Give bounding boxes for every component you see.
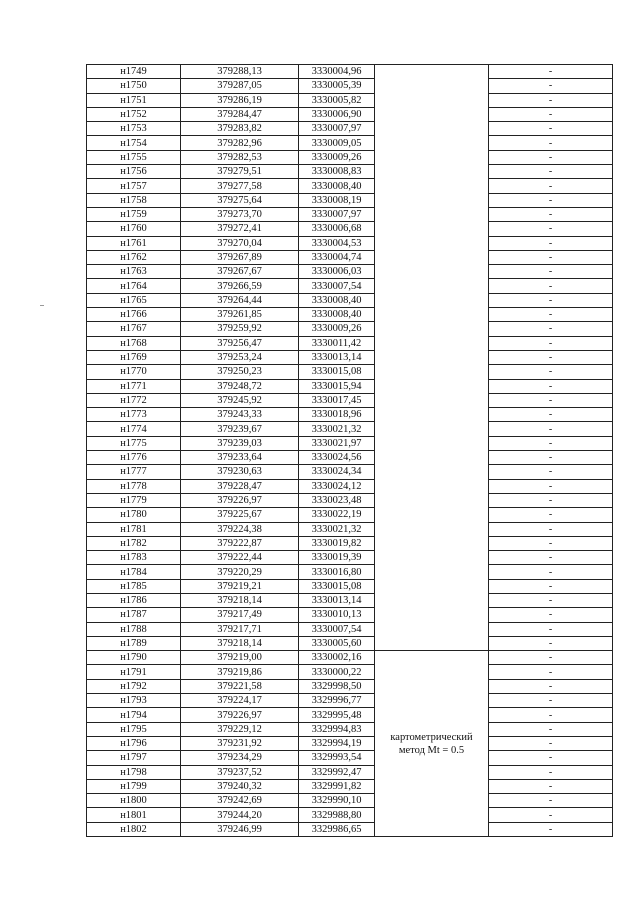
x-coordinate-cell: 379244,20 (181, 808, 299, 822)
x-coordinate-cell: 379221,58 (181, 679, 299, 693)
x-coordinate-cell: 379226,97 (181, 708, 299, 722)
table-row (87, 193, 613, 207)
table-row (87, 393, 613, 407)
x-coordinate-cell: 379237,52 (181, 765, 299, 779)
table-row (87, 293, 613, 307)
error-cell: - (489, 479, 613, 493)
error-cell: - (489, 579, 613, 593)
table-row (87, 622, 613, 636)
error-cell: - (489, 465, 613, 479)
y-coordinate-cell: 3330006,90 (299, 107, 375, 121)
x-coordinate-cell: 379270,04 (181, 236, 299, 250)
x-coordinate-cell: 379282,96 (181, 136, 299, 150)
y-coordinate-cell: 3330009,26 (299, 150, 375, 164)
point-id-cell: н1794 (87, 708, 181, 722)
error-cell: - (489, 379, 613, 393)
y-coordinate-cell: 3330006,03 (299, 265, 375, 279)
table-row (87, 308, 613, 322)
x-coordinate-cell: 379273,70 (181, 207, 299, 221)
error-cell: - (489, 79, 613, 93)
point-id-cell: н1775 (87, 436, 181, 450)
y-coordinate-cell: 3330007,54 (299, 622, 375, 636)
point-id-cell: н1757 (87, 179, 181, 193)
x-coordinate-cell: 379218,14 (181, 593, 299, 607)
x-coordinate-cell: 379217,49 (181, 608, 299, 622)
y-coordinate-cell: 3330009,26 (299, 322, 375, 336)
x-coordinate-cell: 379267,89 (181, 250, 299, 264)
point-id-cell: н1764 (87, 279, 181, 293)
y-coordinate-cell: 3329992,47 (299, 765, 375, 779)
point-id-cell: н1767 (87, 322, 181, 336)
table-row (87, 408, 613, 422)
error-cell: - (489, 365, 613, 379)
error-cell: - (489, 422, 613, 436)
error-cell: - (489, 107, 613, 121)
table-row (87, 65, 613, 79)
table-row (87, 179, 613, 193)
error-cell: - (489, 665, 613, 679)
y-coordinate-cell: 3330004,53 (299, 236, 375, 250)
point-id-cell: н1760 (87, 222, 181, 236)
error-cell: - (489, 736, 613, 750)
y-coordinate-cell: 3330017,45 (299, 393, 375, 407)
point-id-cell: н1749 (87, 65, 181, 79)
x-coordinate-cell: 379218,14 (181, 636, 299, 650)
error-cell: - (489, 708, 613, 722)
x-coordinate-cell: 379230,63 (181, 465, 299, 479)
error-cell: - (489, 179, 613, 193)
table-row (87, 651, 613, 665)
x-coordinate-cell: 379242,69 (181, 794, 299, 808)
error-cell: - (489, 65, 613, 79)
y-coordinate-cell: 3330021,97 (299, 436, 375, 450)
method-cell-top (375, 65, 489, 651)
y-coordinate-cell: 3330019,39 (299, 551, 375, 565)
x-coordinate-cell: 379282,53 (181, 150, 299, 164)
error-cell: - (489, 265, 613, 279)
error-cell: - (489, 408, 613, 422)
table-row (87, 508, 613, 522)
table-row (87, 336, 613, 350)
y-coordinate-cell: 3330007,97 (299, 207, 375, 221)
error-cell: - (489, 165, 613, 179)
y-coordinate-cell: 3330024,12 (299, 479, 375, 493)
x-coordinate-cell: 379243,33 (181, 408, 299, 422)
table-row (87, 165, 613, 179)
y-coordinate-cell: 3330004,74 (299, 250, 375, 264)
point-id-cell: н1759 (87, 207, 181, 221)
x-coordinate-cell: 379245,92 (181, 393, 299, 407)
error-cell: - (489, 536, 613, 550)
table-row (87, 808, 613, 822)
x-coordinate-cell: 379219,00 (181, 651, 299, 665)
y-coordinate-cell: 3330015,08 (299, 365, 375, 379)
point-id-cell: н1766 (87, 308, 181, 322)
point-id-cell: н1789 (87, 636, 181, 650)
error-cell: - (489, 694, 613, 708)
y-coordinate-cell: 3329986,65 (299, 822, 375, 836)
x-coordinate-cell: 379239,67 (181, 422, 299, 436)
point-id-cell: н1783 (87, 551, 181, 565)
error-cell: - (489, 808, 613, 822)
table-row (87, 679, 613, 693)
table-row (87, 736, 613, 750)
x-coordinate-cell: 379279,51 (181, 165, 299, 179)
table-row (87, 279, 613, 293)
error-cell: - (489, 393, 613, 407)
error-cell: - (489, 350, 613, 364)
point-id-cell: н1780 (87, 508, 181, 522)
x-coordinate-cell: 379256,47 (181, 336, 299, 350)
error-cell: - (489, 236, 613, 250)
x-coordinate-cell: 379250,23 (181, 365, 299, 379)
table-row (87, 794, 613, 808)
y-coordinate-cell: 3329988,80 (299, 808, 375, 822)
point-id-cell: н1755 (87, 150, 181, 164)
point-id-cell: н1801 (87, 808, 181, 822)
table-row (87, 565, 613, 579)
point-id-cell: н1797 (87, 751, 181, 765)
point-id-cell: н1750 (87, 79, 181, 93)
point-id-cell: н1762 (87, 250, 181, 264)
y-coordinate-cell: 3329995,48 (299, 708, 375, 722)
error-cell: - (489, 651, 613, 665)
x-coordinate-cell: 379288,13 (181, 65, 299, 79)
x-coordinate-cell: 379272,41 (181, 222, 299, 236)
point-id-cell: н1799 (87, 779, 181, 793)
table-row (87, 93, 613, 107)
error-cell: - (489, 608, 613, 622)
error-cell: - (489, 93, 613, 107)
error-cell: - (489, 493, 613, 507)
x-coordinate-cell: 379275,64 (181, 193, 299, 207)
point-id-cell: н1756 (87, 165, 181, 179)
error-cell: - (489, 308, 613, 322)
point-id-cell: н1765 (87, 293, 181, 307)
table-row (87, 593, 613, 607)
x-coordinate-cell: 379283,82 (181, 122, 299, 136)
point-id-cell: н1800 (87, 794, 181, 808)
y-coordinate-cell: 3330007,97 (299, 122, 375, 136)
y-coordinate-cell: 3330021,32 (299, 422, 375, 436)
table-row (87, 436, 613, 450)
x-coordinate-cell: 379233,64 (181, 451, 299, 465)
table-row (87, 322, 613, 336)
table-row (87, 608, 613, 622)
y-coordinate-cell: 3330021,32 (299, 522, 375, 536)
table-row (87, 694, 613, 708)
point-id-cell: н1754 (87, 136, 181, 150)
x-coordinate-cell: 379222,44 (181, 551, 299, 565)
y-coordinate-cell: 3329996,77 (299, 694, 375, 708)
error-cell: - (489, 779, 613, 793)
y-coordinate-cell: 3330006,68 (299, 222, 375, 236)
error-cell: - (489, 451, 613, 465)
y-coordinate-cell: 3329990,10 (299, 794, 375, 808)
error-cell: - (489, 722, 613, 736)
y-coordinate-cell: 3330004,96 (299, 65, 375, 79)
point-id-cell: н1758 (87, 193, 181, 207)
point-id-cell: н1784 (87, 565, 181, 579)
method-name: картометрический (390, 731, 473, 743)
point-id-cell: н1791 (87, 665, 181, 679)
y-coordinate-cell: 3330018,96 (299, 408, 375, 422)
table-row (87, 465, 613, 479)
point-id-cell: н1763 (87, 265, 181, 279)
x-coordinate-cell: 379287,05 (181, 79, 299, 93)
table-row (87, 551, 613, 565)
x-coordinate-cell: 379277,58 (181, 179, 299, 193)
y-coordinate-cell: 3330024,56 (299, 451, 375, 465)
x-coordinate-cell: 379240,32 (181, 779, 299, 793)
x-coordinate-cell: 379259,92 (181, 322, 299, 336)
x-coordinate-cell: 379228,47 (181, 479, 299, 493)
point-id-cell: н1773 (87, 408, 181, 422)
point-id-cell: н1770 (87, 365, 181, 379)
point-id-cell: н1795 (87, 722, 181, 736)
y-coordinate-cell: 3330009,05 (299, 136, 375, 150)
x-coordinate-cell: 379264,44 (181, 293, 299, 307)
y-coordinate-cell: 3330011,42 (299, 336, 375, 350)
y-coordinate-cell: 3329998,50 (299, 679, 375, 693)
table-row (87, 379, 613, 393)
x-coordinate-cell: 379226,97 (181, 493, 299, 507)
point-id-cell: н1782 (87, 536, 181, 550)
point-id-cell: н1793 (87, 694, 181, 708)
point-id-cell: н1787 (87, 608, 181, 622)
table-row (87, 722, 613, 736)
x-coordinate-cell: 379220,29 (181, 565, 299, 579)
x-coordinate-cell: 379217,71 (181, 622, 299, 636)
x-coordinate-cell: 379239,03 (181, 436, 299, 450)
table-row (87, 136, 613, 150)
point-id-cell: н1802 (87, 822, 181, 836)
x-coordinate-cell: 379224,38 (181, 522, 299, 536)
error-cell: - (489, 136, 613, 150)
point-id-cell: н1776 (87, 451, 181, 465)
method-cell-bottom (375, 651, 489, 837)
error-cell: - (489, 250, 613, 264)
error-cell: - (489, 508, 613, 522)
point-id-cell: н1781 (87, 522, 181, 536)
table-row (87, 822, 613, 836)
y-coordinate-cell: 3330008,19 (299, 193, 375, 207)
table-row (87, 708, 613, 722)
table-row (87, 350, 613, 364)
table-row (87, 665, 613, 679)
x-coordinate-cell: 379266,59 (181, 279, 299, 293)
y-coordinate-cell: 3330007,54 (299, 279, 375, 293)
x-coordinate-cell: 379234,29 (181, 751, 299, 765)
y-coordinate-cell: 3330005,82 (299, 93, 375, 107)
point-id-cell: н1788 (87, 622, 181, 636)
table-row (87, 207, 613, 221)
table-row (87, 122, 613, 136)
x-coordinate-cell: 379246,99 (181, 822, 299, 836)
y-coordinate-cell: 3330015,08 (299, 579, 375, 593)
point-id-cell: н1768 (87, 336, 181, 350)
point-id-cell: н1798 (87, 765, 181, 779)
y-coordinate-cell: 3330015,94 (299, 379, 375, 393)
x-coordinate-cell: 379286,19 (181, 93, 299, 107)
y-coordinate-cell: 3330000,22 (299, 665, 375, 679)
error-cell: - (489, 279, 613, 293)
x-coordinate-cell: 379261,85 (181, 308, 299, 322)
x-coordinate-cell: 379225,67 (181, 508, 299, 522)
point-id-cell: н1778 (87, 479, 181, 493)
point-id-cell: н1785 (87, 579, 181, 593)
x-coordinate-cell: 379222,87 (181, 536, 299, 550)
point-id-cell: н1752 (87, 107, 181, 121)
point-id-cell: н1761 (87, 236, 181, 250)
error-cell: - (489, 336, 613, 350)
point-id-cell: н1779 (87, 493, 181, 507)
margin-mark (40, 305, 44, 306)
y-coordinate-cell: 3330022,19 (299, 508, 375, 522)
table-row (87, 222, 613, 236)
table-row (87, 493, 613, 507)
table-row (87, 751, 613, 765)
x-coordinate-cell: 379219,86 (181, 665, 299, 679)
point-id-cell: н1751 (87, 93, 181, 107)
error-cell: - (489, 207, 613, 221)
error-cell: - (489, 436, 613, 450)
y-coordinate-cell: 3330008,40 (299, 293, 375, 307)
error-cell: - (489, 622, 613, 636)
table-row (87, 365, 613, 379)
point-id-cell: н1774 (87, 422, 181, 436)
y-coordinate-cell: 3330008,83 (299, 165, 375, 179)
x-coordinate-cell: 379253,24 (181, 350, 299, 364)
x-coordinate-cell: 379219,21 (181, 579, 299, 593)
error-cell: - (489, 751, 613, 765)
y-coordinate-cell: 3330008,40 (299, 179, 375, 193)
table-row (87, 107, 613, 121)
table-row (87, 522, 613, 536)
error-cell: - (489, 222, 613, 236)
y-coordinate-cell: 3330008,40 (299, 308, 375, 322)
x-coordinate-cell: 379229,12 (181, 722, 299, 736)
error-cell: - (489, 565, 613, 579)
point-id-cell: н1771 (87, 379, 181, 393)
point-id-cell: н1777 (87, 465, 181, 479)
y-coordinate-cell: 3329994,83 (299, 722, 375, 736)
y-coordinate-cell: 3330002,16 (299, 651, 375, 665)
error-cell: - (489, 150, 613, 164)
error-cell: - (489, 322, 613, 336)
point-id-cell: н1792 (87, 679, 181, 693)
error-cell: - (489, 193, 613, 207)
error-cell: - (489, 522, 613, 536)
y-coordinate-cell: 3330023,48 (299, 493, 375, 507)
y-coordinate-cell: 3329993,54 (299, 751, 375, 765)
x-coordinate-cell: 379248,72 (181, 379, 299, 393)
x-coordinate-cell: 379284,47 (181, 107, 299, 121)
y-coordinate-cell: 3330024,34 (299, 465, 375, 479)
y-coordinate-cell: 3330013,14 (299, 350, 375, 364)
coordinates-table-body (87, 65, 613, 837)
y-coordinate-cell: 3329991,82 (299, 779, 375, 793)
y-coordinate-cell: 3330013,14 (299, 593, 375, 607)
table-row (87, 479, 613, 493)
point-id-cell: н1790 (87, 651, 181, 665)
error-cell: - (489, 679, 613, 693)
y-coordinate-cell: 3330005,39 (299, 79, 375, 93)
coordinates-table (86, 64, 613, 837)
table-row (87, 236, 613, 250)
point-id-cell: н1772 (87, 393, 181, 407)
table-row (87, 250, 613, 264)
y-coordinate-cell: 3330010,13 (299, 608, 375, 622)
x-coordinate-cell: 379231,92 (181, 736, 299, 750)
point-id-cell: н1769 (87, 350, 181, 364)
y-coordinate-cell: 3329994,19 (299, 736, 375, 750)
y-coordinate-cell: 3330016,80 (299, 565, 375, 579)
table-row (87, 150, 613, 164)
error-cell: - (489, 551, 613, 565)
point-id-cell: н1796 (87, 736, 181, 750)
error-cell: - (489, 636, 613, 650)
point-id-cell: н1753 (87, 122, 181, 136)
table-row (87, 265, 613, 279)
y-coordinate-cell: 3330019,82 (299, 536, 375, 550)
table-row (87, 79, 613, 93)
table-row (87, 765, 613, 779)
table-row (87, 536, 613, 550)
table-row (87, 451, 613, 465)
error-cell: - (489, 822, 613, 836)
table-row (87, 422, 613, 436)
method-accuracy: метод Mt = 0.5 (398, 744, 465, 756)
table-row (87, 779, 613, 793)
y-coordinate-cell: 3330005,60 (299, 636, 375, 650)
point-id-cell: н1786 (87, 593, 181, 607)
table-row (87, 636, 613, 650)
x-coordinate-cell: 379267,67 (181, 265, 299, 279)
error-cell: - (489, 122, 613, 136)
table-row (87, 579, 613, 593)
error-cell: - (489, 593, 613, 607)
error-cell: - (489, 765, 613, 779)
x-coordinate-cell: 379224,17 (181, 694, 299, 708)
error-cell: - (489, 794, 613, 808)
error-cell: - (489, 293, 613, 307)
